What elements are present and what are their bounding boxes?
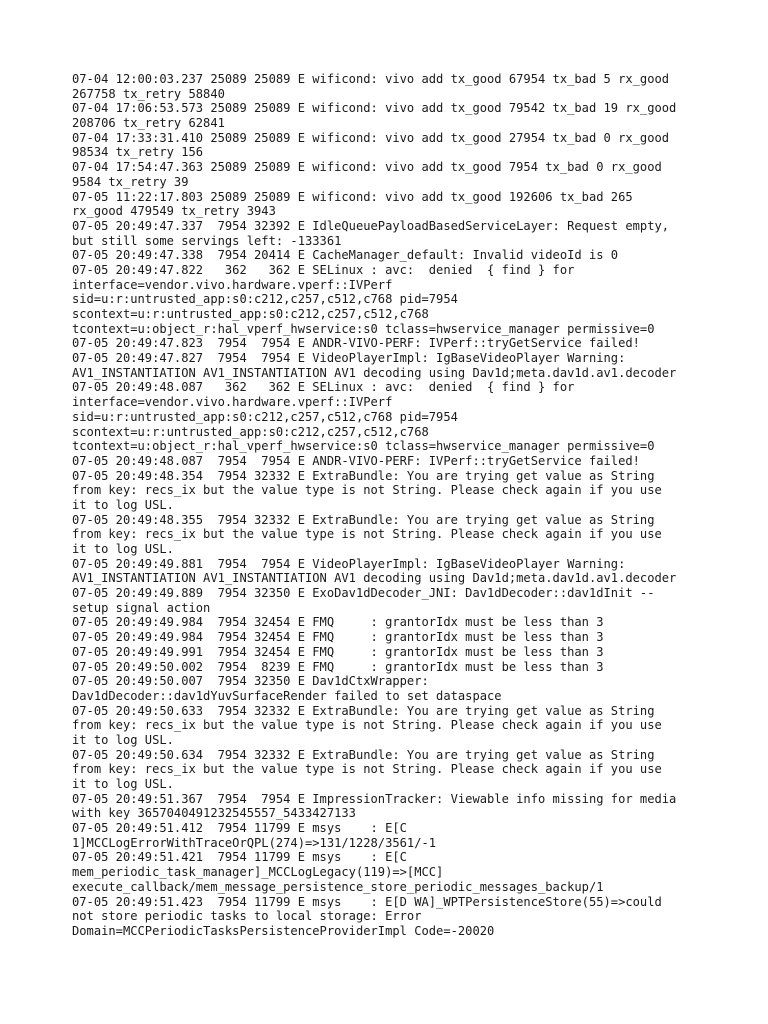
log-line: sid=u:r:untrusted_app:s0:c212,c257,c512,c768 pid=7954 <box>72 409 458 424</box>
log-line: 07-05 20:49:48.087 362 362 E SELinux : avc: denied { find } for <box>72 380 575 395</box>
log-line: it to log USL. <box>72 542 174 556</box>
log-line: 267758 tx_retry 58840 <box>72 86 225 101</box>
log-line: 07-05 20:49:49.984 7954 32454 E FMQ : grantorIdx must be less than 3 <box>72 615 604 630</box>
log-line: but still some servings left: -133361 <box>72 233 342 248</box>
log-line: Domain=MCCPeriodicTasksPersistenceProviderImpl Code=-20020 <box>72 923 495 938</box>
log-line: setup signal action <box>72 600 211 615</box>
log-line: sid=u:r:untrusted_app:s0:c212,c257,c512,c768 pid=7954 <box>72 292 458 307</box>
log-line: 07-05 20:49:51.412 7954 11799 E msys : E[C <box>72 821 407 836</box>
log-document-page <box>72 72 702 939</box>
log-line: 98534 tx_retry 156 <box>72 145 204 160</box>
log-line: from key: recs_ix but the value type is not String. Please check again if you use <box>72 718 662 733</box>
log-line: 07-05 20:49:48.355 7954 32332 E ExtraBundle: You are trying get value as String <box>72 512 655 527</box>
log-line: scontext=u:r:untrusted_app:s0:c212,c257,c512,c768 <box>72 307 429 321</box>
log-line: AV1_INSTANTIATION AV1_INSTANTIATION AV1 decoding using Dav1d;meta.dav1d.av1.decoder <box>72 365 677 380</box>
log-line: 07-05 20:49:47.337 7954 32392 E IdleQueuePayloadBasedServiceLayer: Request empty, <box>72 218 670 233</box>
log-line: 07-05 20:49:48.354 7954 32332 E ExtraBundle: You are trying get value as String <box>72 468 655 483</box>
log-line: 07-05 20:49:47.338 7954 20414 E CacheManager_default: Invalid videoId is 0 <box>72 248 619 263</box>
log-line: from key: recs_ix but the value type is not String. Please check again if you use <box>72 762 662 777</box>
log-line: 07-05 20:49:48.087 7954 7954 E ANDR-VIVO-PERF: IVPerf::tryGetService failed! <box>72 453 640 468</box>
log-line: 07-04 12:00:03.237 25089 25089 E wificond: vivo add tx_good 67954 tx_bad 5 rx_good <box>72 72 670 86</box>
log-line: rx_good 479549 tx_retry 3943 <box>72 204 276 219</box>
log-line: interface=vendor.vivo.hardware.vperf::IVPerf <box>72 277 393 292</box>
log-line: from key: recs_ix but the value type is not String. Please check again if you use <box>72 483 662 498</box>
log-line: with key 3657040491232545557_5433427133 <box>72 806 356 821</box>
log-line: 07-04 17:33:31.410 25089 25089 E wificond: vivo add tx_good 27954 tx_bad 0 rx_good <box>72 130 670 145</box>
log-line: 07-05 20:49:49.881 7954 7954 E VideoPlayerImpl: IgBaseVideoPlayer Warning: <box>72 556 626 571</box>
log-line: tcontext=u:object_r:hal_vperf_hwservice:s0 tclass=hwservice_manager permissive=0 <box>72 439 655 454</box>
log-line: AV1_INSTANTIATION AV1_INSTANTIATION AV1 decoding using Dav1d;meta.dav1d.av1.decoder <box>72 571 677 586</box>
log-line: execute_callback/mem_message_persistence_store_periodic_messages_backup/1 <box>72 879 604 894</box>
log-line: it to log USL. <box>72 732 174 747</box>
log-line: it to log USL. <box>72 777 174 791</box>
log-line: 1]MCCLogErrorWithTraceOrQPL(274)=>131/1228/3561/-1 <box>72 835 437 850</box>
log-line: 07-04 17:54:47.363 25089 25089 E wificond: vivo add tx_good 7954 tx_bad 0 rx_good <box>72 160 662 175</box>
log-line: mem_periodic_task_manager]_MCCLogLegacy(119)=>[MCC] <box>72 865 444 880</box>
log-line: from key: recs_ix but the value type is not String. Please check again if you use <box>72 527 662 542</box>
log-line: Dav1dDecoder::dav1dYuvSurfaceRender failed to set dataspace <box>72 688 502 703</box>
log-line: 07-05 20:49:50.007 7954 32350 E Dav1dCtxWrapper: <box>72 674 429 689</box>
log-line: 07-05 20:49:47.827 7954 7954 E VideoPlayerImpl: IgBaseVideoPlayer Warning: <box>72 351 626 366</box>
log-line: 208706 tx_retry 62841 <box>72 116 225 131</box>
log-line: 07-05 11:22:17.803 25089 25089 E wificond: vivo add tx_good 192606 tx_bad 265 <box>72 189 633 204</box>
log-line: 07-05 20:49:51.421 7954 11799 E msys : E[C <box>72 850 407 865</box>
log-line: 07-05 20:49:49.889 7954 32350 E ExoDav1dDecoder_JNI: Dav1dDecoder::dav1dInit -- <box>72 586 655 601</box>
log-line: it to log USL. <box>72 497 174 512</box>
log-line: 07-05 20:49:47.822 362 362 E SELinux : avc: denied { find } for <box>72 262 575 277</box>
log-line: 07-05 20:49:51.423 7954 11799 E msys : E[D WA]_WPTPersistenceStore(55)=>could <box>72 894 662 909</box>
log-line: 07-05 20:49:49.991 7954 32454 E FMQ : grantorIdx must be less than 3 <box>72 644 604 659</box>
log-line: 07-05 20:49:50.633 7954 32332 E ExtraBundle: You are trying get value as String <box>72 703 655 718</box>
log-line: 07-05 20:49:51.367 7954 7954 E ImpressionTracker: Viewable info missing for media <box>72 791 677 806</box>
log-line: 07-05 20:49:49.984 7954 32454 E FMQ : grantorIdx must be less than 3 <box>72 630 604 645</box>
log-line: not store periodic tasks to local storage: Error <box>72 909 422 924</box>
log-line: 07-05 20:49:47.823 7954 7954 E ANDR-VIVO-PERF: IVPerf::tryGetService failed! <box>72 336 640 351</box>
log-line: tcontext=u:object_r:hal_vperf_hwservice:s0 tclass=hwservice_manager permissive=0 <box>72 321 655 336</box>
log-text-block <box>72 72 702 939</box>
log-line: interface=vendor.vivo.hardware.vperf::IVPerf <box>72 395 393 410</box>
log-line: 07-05 20:49:50.002 7954 8239 E FMQ : grantorIdx must be less than 3 <box>72 659 604 674</box>
log-line: 07-04 17:06:53.573 25089 25089 E wificond: vivo add tx_good 79542 tx_bad 19 rx_good <box>72 101 677 116</box>
log-line: 07-05 20:49:50.634 7954 32332 E ExtraBundle: You are trying get value as String <box>72 747 655 762</box>
log-line: 9584 tx_retry 39 <box>72 174 189 189</box>
log-line: scontext=u:r:untrusted_app:s0:c212,c257,c512,c768 <box>72 424 429 439</box>
